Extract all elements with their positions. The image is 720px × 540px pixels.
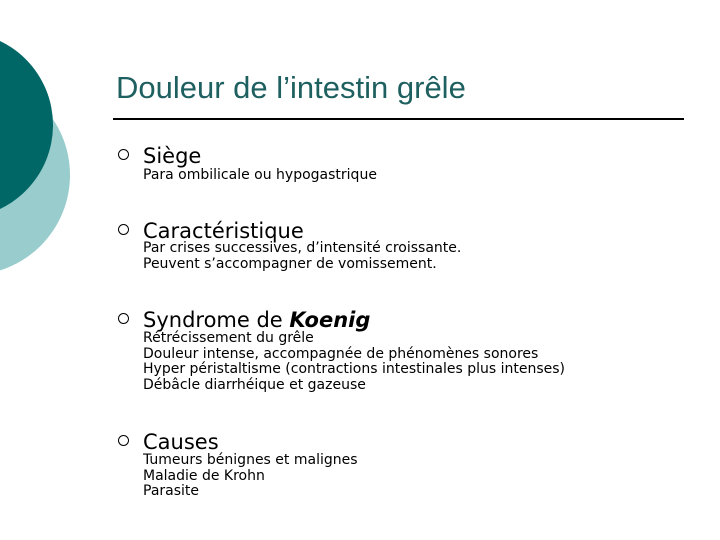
decorative-circles	[0, 0, 120, 300]
detail-line: Douleur intense, accompagnée de phénomènes sonores	[143, 345, 539, 362]
detail-line: Parasite	[143, 483, 200, 499]
detail-line: Peuvent s’accompagner de vomissement.	[143, 255, 437, 272]
detail-line: Par crises successives, d’intensité croissante.	[143, 240, 462, 256]
item-details	[143, 168, 377, 184]
heading-emphasis: Koenig	[289, 308, 371, 332]
detail-line: Débâcle diarrhéique et gazeuse	[143, 376, 366, 393]
bullet-circle-icon	[118, 224, 129, 235]
bullet-circle-icon	[118, 149, 129, 160]
item-details	[143, 453, 358, 500]
item-heading: Causes	[143, 430, 219, 454]
slide-title: Douleur de l’intestin grêle	[116, 70, 466, 105]
bullet-circle-icon	[118, 313, 129, 324]
bullet-circle-icon	[118, 435, 129, 446]
detail-line: Maladie de Krohn	[143, 467, 265, 484]
detail-line: Para ombilicale ou hypogastrique	[143, 167, 377, 183]
item-details	[143, 241, 461, 272]
detail-line: Hyper péristaltisme (contractions intestinales plus intenses)	[143, 361, 566, 377]
item-heading: Caractéristique	[143, 219, 304, 243]
item-heading: Siège	[143, 144, 202, 168]
detail-line: Rétrécissement du grêle	[143, 330, 314, 346]
title-underline	[113, 118, 684, 120]
item-details	[143, 331, 565, 393]
heading-text: Syndrome de	[143, 308, 290, 332]
detail-line: Tumeurs bénignes et malignes	[143, 452, 358, 468]
